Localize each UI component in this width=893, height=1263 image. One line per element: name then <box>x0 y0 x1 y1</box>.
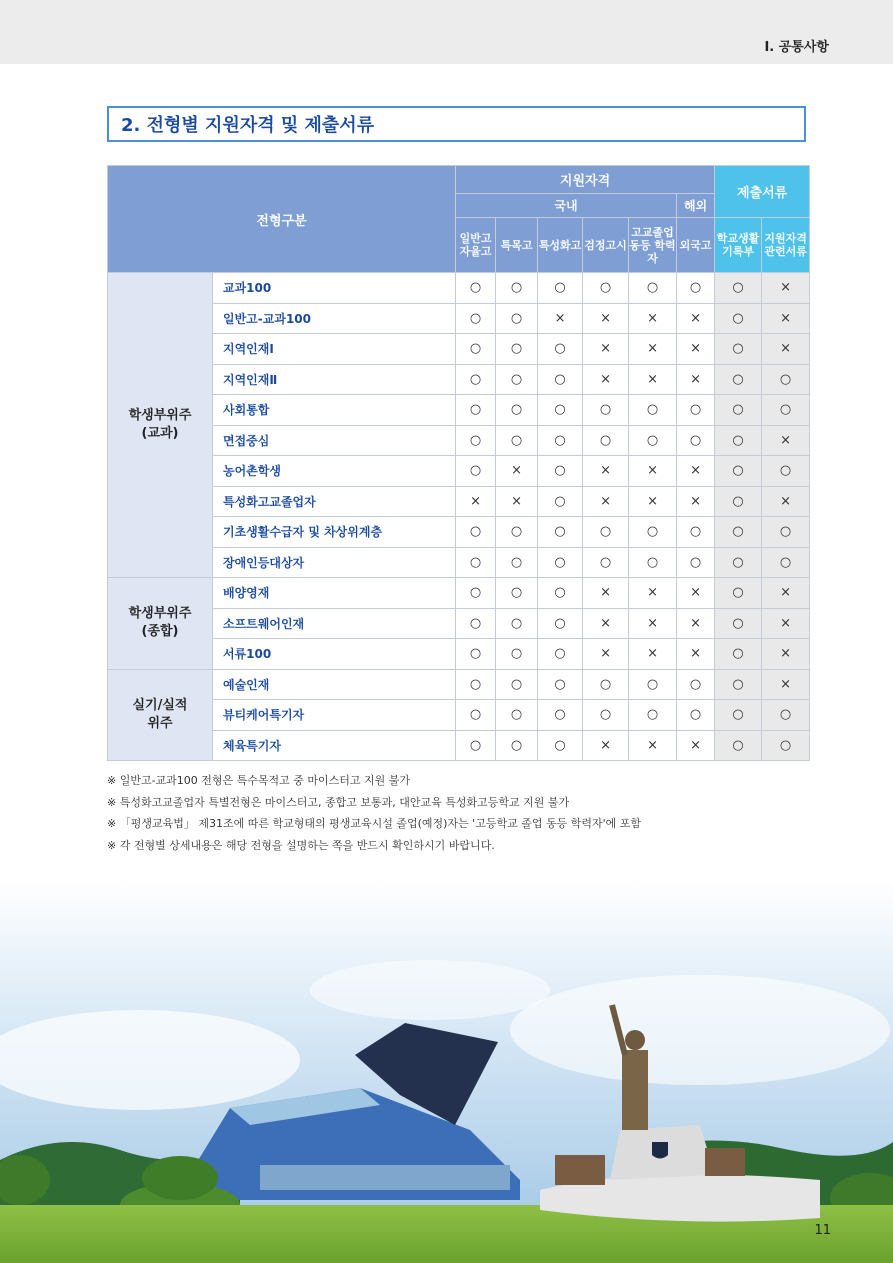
eligibility-mark: ○ <box>629 395 677 426</box>
note-item: ※ 특성화고교졸업자 특별전형은 마이스터고, 종합고 보통과, 대안교육 특성화고등학교 지원 불가 <box>107 795 570 809</box>
admission-type-name: 교과100 <box>213 273 456 304</box>
note-item: ※ 「평생교육법」 제31조에 따른 학교형태의 평생교육시설 졸업(예정)자는 '고등학교 졸업 동등 학력자'에 포함 <box>107 817 641 831</box>
eligibility-mark: ○ <box>456 547 496 578</box>
admission-type-name: 기초생활수급자 및 차상위계층 <box>213 517 456 548</box>
admission-type-name: 서류100 <box>213 639 456 670</box>
header-domestic: 국내 <box>456 194 677 218</box>
eligibility-mark: × <box>762 669 810 700</box>
eligibility-mark: × <box>762 608 810 639</box>
eligibility-mark: ○ <box>715 517 762 548</box>
eligibility-mark: ○ <box>456 669 496 700</box>
admission-type-name: 예술인재 <box>213 669 456 700</box>
eligibility-mark: × <box>583 730 629 761</box>
eligibility-mark: ○ <box>583 517 629 548</box>
eligibility-mark: ○ <box>456 639 496 670</box>
table-row <box>108 425 810 456</box>
admission-type-name: 배양영재 <box>213 578 456 609</box>
table-row <box>108 639 810 670</box>
eligibility-mark: ○ <box>538 395 583 426</box>
eligibility-mark: ○ <box>677 425 715 456</box>
eligibility-mark: ○ <box>496 700 538 731</box>
eligibility-mark: ○ <box>538 273 583 304</box>
eligibility-mark: ○ <box>456 273 496 304</box>
table-row <box>108 273 810 304</box>
eligibility-mark: ○ <box>538 578 583 609</box>
eligibility-mark: ○ <box>629 547 677 578</box>
eligibility-mark: ○ <box>715 273 762 304</box>
col-ged: 검정고시 <box>583 218 629 273</box>
eligibility-mark: ○ <box>629 425 677 456</box>
table-body <box>108 273 810 761</box>
eligibility-mark: × <box>496 456 538 487</box>
admission-type-name: 소프트웨어인재 <box>213 608 456 639</box>
eligibility-mark: ○ <box>538 364 583 395</box>
eligibility-mark: × <box>629 334 677 365</box>
eligibility-mark: ○ <box>715 730 762 761</box>
eligibility-mark: × <box>677 730 715 761</box>
table-row <box>108 517 810 548</box>
eligibility-mark: ○ <box>538 425 583 456</box>
admission-type-name: 면접중심 <box>213 425 456 456</box>
admission-type-name: 특성화고교졸업자 <box>213 486 456 517</box>
eligibility-mark: ○ <box>583 425 629 456</box>
eligibility-mark: ○ <box>762 730 810 761</box>
header-overseas: 해외 <box>677 194 715 218</box>
table-row <box>108 303 810 334</box>
eligibility-mark: × <box>629 639 677 670</box>
eligibility-mark: × <box>583 334 629 365</box>
eligibility-mark: ○ <box>538 486 583 517</box>
eligibility-mark: ○ <box>496 730 538 761</box>
eligibility-mark: ○ <box>538 334 583 365</box>
header-documents: 제출서류 <box>715 166 810 218</box>
table-row <box>108 608 810 639</box>
eligibility-mark: ○ <box>583 273 629 304</box>
top-bar <box>0 0 893 64</box>
col-school-record: 학교생활 기록부 <box>715 218 762 273</box>
eligibility-mark: ○ <box>715 578 762 609</box>
eligibility-mark: × <box>583 608 629 639</box>
eligibility-mark: ○ <box>496 364 538 395</box>
eligibility-mark: ○ <box>583 669 629 700</box>
eligibility-mark: × <box>677 608 715 639</box>
table-row <box>108 730 810 761</box>
table-row <box>108 486 810 517</box>
eligibility-mark: ○ <box>538 517 583 548</box>
admission-type-name: 일반고-교과100 <box>213 303 456 334</box>
eligibility-mark: × <box>583 639 629 670</box>
campus-illustration <box>0 880 893 1263</box>
eligibility-mark: ○ <box>538 547 583 578</box>
admission-type-name: 농어촌학생 <box>213 456 456 487</box>
eligibility-mark: ○ <box>496 303 538 334</box>
table-row <box>108 700 810 731</box>
eligibility-mark: × <box>762 578 810 609</box>
header-eligibility: 지원자격 <box>456 166 715 194</box>
eligibility-mark: ○ <box>583 547 629 578</box>
header-type: 전형구분 <box>108 166 456 273</box>
eligibility-mark: ○ <box>456 303 496 334</box>
eligibility-mark: ○ <box>677 273 715 304</box>
eligibility-mark: ○ <box>538 669 583 700</box>
eligibility-mark: × <box>677 639 715 670</box>
eligibility-mark: × <box>629 364 677 395</box>
eligibility-mark: ○ <box>677 395 715 426</box>
eligibility-mark: ○ <box>456 456 496 487</box>
eligibility-mark: ○ <box>629 700 677 731</box>
eligibility-mark: × <box>629 486 677 517</box>
eligibility-mark: ○ <box>762 364 810 395</box>
eligibility-mark: × <box>583 303 629 334</box>
eligibility-mark: ○ <box>629 273 677 304</box>
eligibility-mark: ○ <box>762 395 810 426</box>
eligibility-mark: ○ <box>715 425 762 456</box>
eligibility-mark: ○ <box>715 639 762 670</box>
eligibility-mark: ○ <box>715 364 762 395</box>
eligibility-mark: ○ <box>496 547 538 578</box>
chapter-label: Ⅰ. 공통사항 <box>764 40 829 55</box>
eligibility-mark: ○ <box>538 456 583 487</box>
eligibility-mark: × <box>762 425 810 456</box>
eligibility-mark: ○ <box>629 517 677 548</box>
eligibility-mark: ○ <box>677 547 715 578</box>
eligibility-mark: ○ <box>715 700 762 731</box>
eligibility-mark: ○ <box>715 395 762 426</box>
eligibility-mark: × <box>677 456 715 487</box>
admission-type-name: 사회통합 <box>213 395 456 426</box>
eligibility-mark: ○ <box>538 639 583 670</box>
eligibility-mark: × <box>496 486 538 517</box>
eligibility-mark: ○ <box>496 669 538 700</box>
eligibility-mark: ○ <box>715 334 762 365</box>
eligibility-mark: ○ <box>496 334 538 365</box>
eligibility-mark: ○ <box>456 425 496 456</box>
eligibility-mark: × <box>677 486 715 517</box>
eligibility-mark: × <box>629 608 677 639</box>
eligibility-mark: ○ <box>538 730 583 761</box>
eligibility-mark: ○ <box>456 700 496 731</box>
note-item: ※ 각 전형별 상세내용은 해당 전형을 설명하는 쪽을 반드시 확인하시기 바랍니다. <box>107 839 495 853</box>
col-special-purpose: 특목고 <box>496 218 538 273</box>
admission-type-name: 지역인재Ⅱ <box>213 364 456 395</box>
table-row <box>108 578 810 609</box>
note-item: ※ 일반고-교과100 전형은 특수목적고 중 마이스터고 지원 불가 <box>107 774 411 787</box>
eligibility-mark: ○ <box>715 547 762 578</box>
section-title: 2. 전형별 지원자격 및 제출서류 <box>107 106 806 142</box>
admission-type-name: 뷰티케어특기자 <box>213 700 456 731</box>
eligibility-mark: ○ <box>715 669 762 700</box>
col-equivalent: 고교졸업 동등 학력자 <box>629 218 677 273</box>
eligibility-mark: × <box>538 303 583 334</box>
eligibility-mark: × <box>762 334 810 365</box>
admission-type-name: 장애인등대상자 <box>213 547 456 578</box>
eligibility-mark: × <box>583 578 629 609</box>
eligibility-mark: × <box>456 486 496 517</box>
table-row <box>108 669 810 700</box>
eligibility-mark: ○ <box>538 608 583 639</box>
eligibility-mark: ○ <box>456 395 496 426</box>
eligibility-mark: ○ <box>583 700 629 731</box>
eligibility-mark: ○ <box>715 456 762 487</box>
eligibility-mark: × <box>677 334 715 365</box>
eligibility-mark: ○ <box>677 517 715 548</box>
eligibility-mark: × <box>583 486 629 517</box>
group-label: 학생부위주 (종합) <box>108 578 213 670</box>
eligibility-mark: ○ <box>715 486 762 517</box>
eligibility-mark: ○ <box>715 303 762 334</box>
eligibility-mark: ○ <box>762 456 810 487</box>
eligibility-mark: × <box>629 578 677 609</box>
eligibility-mark: × <box>677 303 715 334</box>
eligibility-mark: ○ <box>629 669 677 700</box>
eligibility-mark: ○ <box>677 669 715 700</box>
eligibility-mark: ○ <box>762 700 810 731</box>
table-row <box>108 334 810 365</box>
eligibility-mark: ○ <box>456 517 496 548</box>
eligibility-mark: ○ <box>496 578 538 609</box>
eligibility-mark: ○ <box>762 517 810 548</box>
eligibility-mark: ○ <box>456 334 496 365</box>
eligibility-mark: ○ <box>496 425 538 456</box>
eligibility-mark: ○ <box>496 608 538 639</box>
eligibility-table <box>107 165 810 761</box>
eligibility-mark: ○ <box>496 395 538 426</box>
table-row <box>108 364 810 395</box>
campus-photo <box>0 880 893 1263</box>
eligibility-mark: ○ <box>456 730 496 761</box>
admission-type-name: 지역인재Ⅰ <box>213 334 456 365</box>
eligibility-mark: × <box>677 364 715 395</box>
eligibility-mark: × <box>629 730 677 761</box>
eligibility-mark: × <box>762 273 810 304</box>
eligibility-mark: ○ <box>677 700 715 731</box>
eligibility-mark: ○ <box>456 608 496 639</box>
eligibility-mark: × <box>677 578 715 609</box>
eligibility-mark: × <box>762 639 810 670</box>
eligibility-mark: × <box>762 486 810 517</box>
eligibility-mark: × <box>583 456 629 487</box>
eligibility-mark: ○ <box>538 700 583 731</box>
group-label: 학생부위주 (교과) <box>108 273 213 578</box>
eligibility-mark: ○ <box>496 639 538 670</box>
eligibility-mark: ○ <box>762 547 810 578</box>
admission-type-name: 체육특기자 <box>213 730 456 761</box>
col-general-school: 일반고 자율고 <box>456 218 496 273</box>
eligibility-mark: × <box>629 303 677 334</box>
table-row <box>108 395 810 426</box>
eligibility-mark: × <box>762 303 810 334</box>
table-row <box>108 547 810 578</box>
notes <box>107 770 807 857</box>
eligibility-mark: × <box>629 456 677 487</box>
eligibility-mark: ○ <box>456 578 496 609</box>
page-number: 11 <box>814 1223 831 1238</box>
eligibility-mark: × <box>583 364 629 395</box>
eligibility-mark: ○ <box>456 364 496 395</box>
eligibility-mark: ○ <box>496 273 538 304</box>
col-specialized: 특성화고 <box>538 218 583 273</box>
eligibility-mark: ○ <box>496 517 538 548</box>
table-row <box>108 456 810 487</box>
eligibility-mark: ○ <box>583 395 629 426</box>
group-label: 실기/실적 위주 <box>108 669 213 761</box>
col-foreign: 외국고 <box>677 218 715 273</box>
col-eligibility-docs: 지원자격 관련서류 <box>762 218 810 273</box>
eligibility-mark: ○ <box>715 608 762 639</box>
